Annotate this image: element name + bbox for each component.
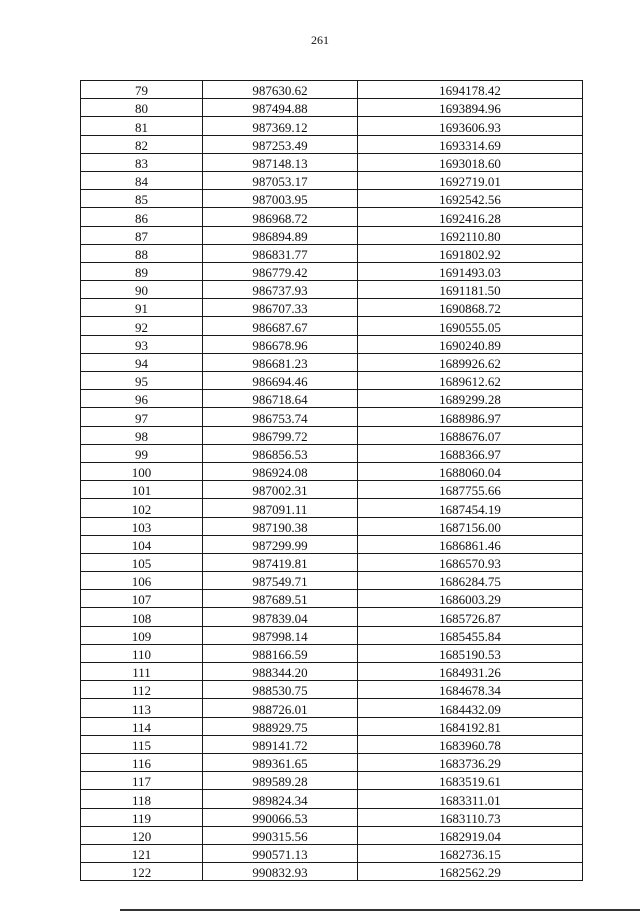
table-row [81,681,583,699]
y-coordinate-cell: 1689926.62 [358,353,583,371]
y-coordinate-cell: 1683736.29 [358,753,583,771]
table-row [81,644,583,662]
y-coordinate-cell: 1691802.92 [358,244,583,262]
x-coordinate-cell: 987689.51 [203,590,358,608]
x-coordinate-cell: 986968.72 [203,208,358,226]
y-coordinate-cell: 1692719.01 [358,171,583,189]
y-coordinate-cell: 1685455.84 [358,626,583,644]
table-row [81,481,583,499]
x-coordinate-cell: 986779.42 [203,262,358,280]
point-number-cell: 98 [81,426,203,444]
table-row [81,517,583,535]
x-coordinate-cell: 987998.14 [203,626,358,644]
y-coordinate-cell: 1687755.66 [358,481,583,499]
y-coordinate-cell: 1684192.81 [358,717,583,735]
x-coordinate-cell: 987419.81 [203,553,358,571]
table-row [81,626,583,644]
point-number-cell: 100 [81,462,203,480]
point-number-cell: 102 [81,499,203,517]
point-number-cell: 99 [81,444,203,462]
x-coordinate-cell: 990315.56 [203,826,358,844]
x-coordinate-cell: 987369.12 [203,117,358,135]
x-coordinate-cell: 986681.23 [203,353,358,371]
table-row [81,717,583,735]
y-coordinate-cell: 1692110.80 [358,226,583,244]
table-row [81,790,583,808]
y-coordinate-cell: 1685190.53 [358,644,583,662]
x-coordinate-cell: 986753.74 [203,408,358,426]
point-number-cell: 92 [81,317,203,335]
y-coordinate-cell: 1693606.93 [358,117,583,135]
table-row [81,299,583,317]
point-number-cell: 91 [81,299,203,317]
x-coordinate-cell: 990832.93 [203,863,358,881]
point-number-cell: 108 [81,608,203,626]
x-coordinate-cell: 986737.93 [203,281,358,299]
point-number-cell: 80 [81,99,203,117]
table-row [81,808,583,826]
x-coordinate-cell: 988726.01 [203,699,358,717]
y-coordinate-cell: 1690555.05 [358,317,583,335]
point-number-cell: 94 [81,353,203,371]
table-row [81,735,583,753]
y-coordinate-cell: 1691181.50 [358,281,583,299]
point-number-cell: 111 [81,663,203,681]
point-number-cell: 109 [81,626,203,644]
x-coordinate-cell: 986687.67 [203,317,358,335]
y-coordinate-cell: 1683110.73 [358,808,583,826]
coordinates-table [80,80,583,881]
x-coordinate-cell: 987190.38 [203,517,358,535]
y-coordinate-cell: 1686284.75 [358,572,583,590]
point-number-cell: 122 [81,863,203,881]
x-coordinate-cell: 988929.75 [203,717,358,735]
point-number-cell: 101 [81,481,203,499]
table-row [81,663,583,681]
page-bottom-rule [120,909,640,911]
table-row [81,99,583,117]
y-coordinate-cell: 1682562.29 [358,863,583,881]
point-number-cell: 84 [81,171,203,189]
table-row [81,281,583,299]
x-coordinate-cell: 989141.72 [203,735,358,753]
y-coordinate-cell: 1684931.26 [358,663,583,681]
x-coordinate-cell: 986924.08 [203,462,358,480]
x-coordinate-cell: 987091.11 [203,499,358,517]
x-coordinate-cell: 987053.17 [203,171,358,189]
table-row [81,353,583,371]
table-row [81,499,583,517]
y-coordinate-cell: 1682919.04 [358,826,583,844]
table-row [81,153,583,171]
x-coordinate-cell: 989361.65 [203,753,358,771]
table-row [81,608,583,626]
y-coordinate-cell: 1686570.93 [358,553,583,571]
table-row [81,317,583,335]
table-body [81,81,583,881]
point-number-cell: 87 [81,226,203,244]
x-coordinate-cell: 987630.62 [203,81,358,99]
point-number-cell: 104 [81,535,203,553]
x-coordinate-cell: 988530.75 [203,681,358,699]
point-number-cell: 86 [81,208,203,226]
y-coordinate-cell: 1689299.28 [358,390,583,408]
y-coordinate-cell: 1686003.29 [358,590,583,608]
x-coordinate-cell: 986831.77 [203,244,358,262]
table-row [81,535,583,553]
point-number-cell: 95 [81,372,203,390]
table-row [81,135,583,153]
y-coordinate-cell: 1684678.34 [358,681,583,699]
point-number-cell: 93 [81,335,203,353]
x-coordinate-cell: 987148.13 [203,153,358,171]
y-coordinate-cell: 1688060.04 [358,462,583,480]
y-coordinate-cell: 1684432.09 [358,699,583,717]
table-row [81,826,583,844]
point-number-cell: 119 [81,808,203,826]
table-row [81,844,583,862]
y-coordinate-cell: 1692416.28 [358,208,583,226]
table-row [81,863,583,881]
point-number-cell: 118 [81,790,203,808]
x-coordinate-cell: 987002.31 [203,481,358,499]
y-coordinate-cell: 1690868.72 [358,299,583,317]
table-row [81,699,583,717]
x-coordinate-cell: 989824.34 [203,790,358,808]
y-coordinate-cell: 1688986.97 [358,408,583,426]
y-coordinate-cell: 1687156.00 [358,517,583,535]
x-coordinate-cell: 986678.96 [203,335,358,353]
y-coordinate-cell: 1687454.19 [358,499,583,517]
y-coordinate-cell: 1683311.01 [358,790,583,808]
table-row [81,390,583,408]
table-row [81,226,583,244]
point-number-cell: 96 [81,390,203,408]
x-coordinate-cell: 987549.71 [203,572,358,590]
point-number-cell: 120 [81,826,203,844]
point-number-cell: 97 [81,408,203,426]
x-coordinate-cell: 986894.89 [203,226,358,244]
y-coordinate-cell: 1688676.07 [358,426,583,444]
table-row [81,553,583,571]
table-row [81,81,583,99]
x-coordinate-cell: 990066.53 [203,808,358,826]
page-number: 261 [311,33,329,47]
x-coordinate-cell: 987003.95 [203,190,358,208]
point-number-cell: 81 [81,117,203,135]
table-row [81,244,583,262]
y-coordinate-cell: 1688366.97 [358,444,583,462]
y-coordinate-cell: 1694178.42 [358,81,583,99]
table-row [81,190,583,208]
y-coordinate-cell: 1686861.46 [358,535,583,553]
point-number-cell: 105 [81,553,203,571]
table-row [81,462,583,480]
point-number-cell: 112 [81,681,203,699]
table-row [81,117,583,135]
point-number-cell: 90 [81,281,203,299]
y-coordinate-cell: 1693314.69 [358,135,583,153]
point-number-cell: 82 [81,135,203,153]
x-coordinate-cell: 988344.20 [203,663,358,681]
y-coordinate-cell: 1690240.89 [358,335,583,353]
x-coordinate-cell: 987839.04 [203,608,358,626]
point-number-cell: 115 [81,735,203,753]
table-row [81,171,583,189]
x-coordinate-cell: 988166.59 [203,644,358,662]
table-row [81,772,583,790]
x-coordinate-cell: 986707.33 [203,299,358,317]
x-coordinate-cell: 987299.99 [203,535,358,553]
point-number-cell: 88 [81,244,203,262]
y-coordinate-cell: 1683960.78 [358,735,583,753]
point-number-cell: 106 [81,572,203,590]
table-row [81,262,583,280]
point-number-cell: 79 [81,81,203,99]
y-coordinate-cell: 1693894.96 [358,99,583,117]
table-row [81,426,583,444]
point-number-cell: 113 [81,699,203,717]
table-row [81,208,583,226]
table-row [81,572,583,590]
x-coordinate-cell: 987253.49 [203,135,358,153]
x-coordinate-cell: 986856.53 [203,444,358,462]
table-row [81,590,583,608]
y-coordinate-cell: 1692542.56 [358,190,583,208]
x-coordinate-cell: 986718.64 [203,390,358,408]
point-number-cell: 85 [81,190,203,208]
point-number-cell: 114 [81,717,203,735]
point-number-cell: 121 [81,844,203,862]
table-row [81,372,583,390]
y-coordinate-cell: 1682736.15 [358,844,583,862]
x-coordinate-cell: 987494.88 [203,99,358,117]
x-coordinate-cell: 986694.46 [203,372,358,390]
x-coordinate-cell: 989589.28 [203,772,358,790]
table-row [81,408,583,426]
point-number-cell: 103 [81,517,203,535]
y-coordinate-cell: 1691493.03 [358,262,583,280]
point-number-cell: 110 [81,644,203,662]
x-coordinate-cell: 986799.72 [203,426,358,444]
y-coordinate-cell: 1685726.87 [358,608,583,626]
table-row [81,753,583,771]
point-number-cell: 117 [81,772,203,790]
point-number-cell: 89 [81,262,203,280]
y-coordinate-cell: 1683519.61 [358,772,583,790]
point-number-cell: 116 [81,753,203,771]
table-row [81,335,583,353]
point-number-cell: 83 [81,153,203,171]
x-coordinate-cell: 990571.13 [203,844,358,862]
table-row [81,444,583,462]
point-number-cell: 107 [81,590,203,608]
y-coordinate-cell: 1689612.62 [358,372,583,390]
y-coordinate-cell: 1693018.60 [358,153,583,171]
